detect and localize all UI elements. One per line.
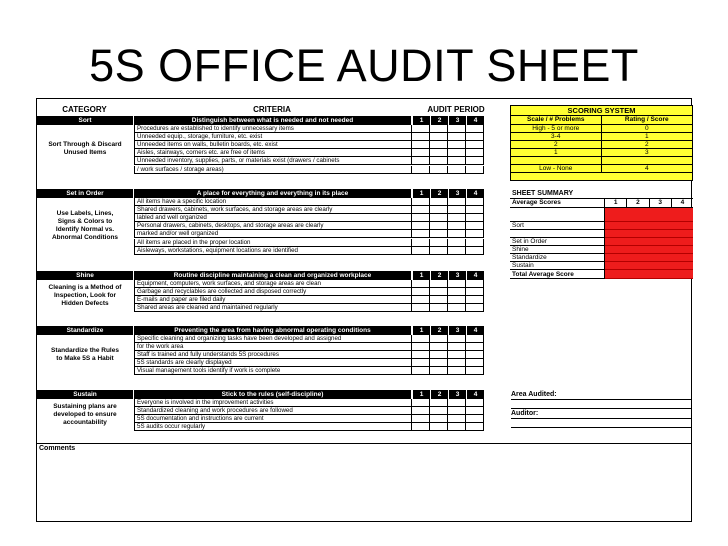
period-number: 1 xyxy=(412,189,430,198)
criteria-row: labled and well organized xyxy=(134,214,412,222)
criteria-header: CRITERIA xyxy=(253,105,291,114)
summary-row-label: Sustain xyxy=(510,262,605,270)
summary-period-numbers xyxy=(605,199,693,208)
criteria-row: Garbage and recyclables are collected and disposed correctly xyxy=(134,288,412,296)
criteria-row: Procedures are established to identify unnecessary items xyxy=(134,125,412,133)
period-number: 4 xyxy=(466,390,484,399)
audit-score-cell[interactable] xyxy=(430,230,448,238)
audit-score-cell[interactable] xyxy=(430,157,448,165)
audit-score-cell[interactable] xyxy=(448,423,466,431)
section-description-line: Use Labels, Lines, xyxy=(56,210,114,218)
criteria-row: marked and/or well organized xyxy=(134,230,412,238)
audit-score-cell[interactable] xyxy=(412,149,430,157)
section-description xyxy=(37,399,133,431)
audit-score-cell[interactable] xyxy=(448,351,466,359)
audit-score-cell[interactable] xyxy=(466,351,484,359)
summary-score-fill xyxy=(605,262,693,270)
section-description-line: Identify Normal vs. xyxy=(55,226,115,234)
audit-score-cell[interactable] xyxy=(412,304,430,312)
section-description xyxy=(37,280,133,312)
summary-row-label: Sort xyxy=(510,222,605,230)
summary-row xyxy=(510,208,693,222)
scoring-row xyxy=(511,165,692,173)
summary-period-number: 1 xyxy=(605,199,627,208)
scoring-row xyxy=(511,157,692,165)
audit-score-cell[interactable] xyxy=(412,367,430,375)
section-description-line: Sustaining plans are xyxy=(53,403,117,411)
section-description xyxy=(37,125,133,174)
criteria-row: Unneeded equip., storage, furniture, etc. exist xyxy=(134,133,412,141)
audit-score-cell[interactable] xyxy=(430,247,448,255)
summary-period-number: 3 xyxy=(650,199,672,208)
criteria-row: Equipment, computers, work surfaces, and storage areas are clean xyxy=(134,280,412,288)
audit-score-cell[interactable] xyxy=(448,166,466,174)
criteria-row: Visual management tools identify if work is complete xyxy=(134,367,412,375)
audit-score-cell[interactable] xyxy=(430,239,448,247)
scoring-row xyxy=(511,141,692,149)
section-description-line: Cleaning is a Method of xyxy=(48,284,122,292)
section-name-bar: Set in Order xyxy=(37,189,133,198)
audit-score-cell[interactable] xyxy=(412,198,430,206)
audit-score-cell[interactable] xyxy=(466,222,484,230)
section-description-line: Hidden Defects xyxy=(61,300,109,308)
audit-score-cell[interactable] xyxy=(466,125,484,133)
audit-score-cell[interactable] xyxy=(466,367,484,375)
summary-row xyxy=(510,230,693,238)
audit-score-cell[interactable] xyxy=(448,247,466,255)
criteria-row: Aisles, stairways, corners etc. are free of items xyxy=(134,149,412,157)
audit-score-cell[interactable] xyxy=(430,335,448,343)
audit-score-cell[interactable] xyxy=(430,415,448,423)
scoring-rating: 2 xyxy=(602,141,693,149)
section-name-bar: Standardize xyxy=(37,326,133,335)
audit-score-cell[interactable] xyxy=(412,415,430,423)
audit-score-cell[interactable] xyxy=(466,133,484,141)
period-number: 4 xyxy=(466,326,484,335)
section-description-line: Standardize the Rules xyxy=(51,347,119,355)
scoring-scale: 3-4 xyxy=(511,133,602,141)
section-description xyxy=(37,335,133,376)
section-description-line: to Make 5S a Habit xyxy=(56,355,114,363)
summary-score-fill xyxy=(605,222,693,230)
scoring-system-panel xyxy=(510,105,693,181)
audit-score-cell[interactable] xyxy=(412,214,430,222)
criteria-row: Standardized cleaning and work procedures are followed xyxy=(134,407,412,415)
summary-score-fill xyxy=(605,254,693,262)
audit-score-cell[interactable] xyxy=(466,296,484,304)
period-number: 2 xyxy=(430,326,448,335)
comments-field[interactable] xyxy=(39,455,689,519)
audit-score-cell[interactable] xyxy=(430,214,448,222)
period-number: 2 xyxy=(430,271,448,280)
audit-score-cell[interactable] xyxy=(448,149,466,157)
audit-score-cell[interactable] xyxy=(430,166,448,174)
summary-score-fill xyxy=(605,230,693,238)
audit-score-cell[interactable] xyxy=(412,125,430,133)
audit-score-cell[interactable] xyxy=(412,288,430,296)
scoring-rating: 0 xyxy=(602,125,693,133)
audit-score-cell[interactable] xyxy=(466,399,484,407)
section-principle-bar: Routine discipline maintaining a clean and organized workplace xyxy=(134,271,411,280)
scoring-scale: Low - None xyxy=(511,165,602,173)
comments-label: Comments xyxy=(39,445,76,452)
summary-row-label: Set in Order xyxy=(510,238,605,246)
summary-row-label: Shine xyxy=(510,246,605,254)
summary-score-fill xyxy=(605,246,693,254)
sheet-summary-title: SHEET SUMMARY xyxy=(512,190,574,197)
audit-score-cell[interactable] xyxy=(466,141,484,149)
audit-score-cell[interactable] xyxy=(466,288,484,296)
audit-score-cell[interactable] xyxy=(412,133,430,141)
audit-score-cell[interactable] xyxy=(430,206,448,214)
period-number: 2 xyxy=(430,116,448,125)
audit-score-cell[interactable] xyxy=(430,141,448,149)
audit-score-cell[interactable] xyxy=(430,296,448,304)
scoring-scale: 2 xyxy=(511,141,602,149)
page-title: 5S OFFICE AUDIT SHEET xyxy=(89,40,639,91)
criteria-row: Staff is trained and fully understands 5S procedures xyxy=(134,351,412,359)
period-number: 1 xyxy=(412,271,430,280)
audit-score-cell[interactable] xyxy=(412,157,430,165)
scoring-scale: 1 xyxy=(511,149,602,157)
scoring-row xyxy=(511,133,692,141)
criteria-row: / work surfaces / storage areas) xyxy=(134,166,412,174)
criteria-row: 5S audits occur regularly xyxy=(134,423,412,431)
audit-score-cell[interactable] xyxy=(466,214,484,222)
summary-row-label xyxy=(510,208,605,222)
period-number: 2 xyxy=(430,189,448,198)
audit-score-cell[interactable] xyxy=(448,335,466,343)
summary-rows xyxy=(510,208,693,279)
audit-score-cell[interactable] xyxy=(430,222,448,230)
audit-score-cell[interactable] xyxy=(430,423,448,431)
audit-score-cell[interactable] xyxy=(466,423,484,431)
section-description-line: Inspection, Look for xyxy=(53,292,117,300)
audit-score-cell[interactable] xyxy=(448,288,466,296)
criteria-row: Aisleways, workstations, equipment locations are identified xyxy=(134,247,412,255)
criteria-row: 5S standards are clearly displayed xyxy=(134,359,412,367)
section-principle-bar: Distinguish between what is needed and not needed xyxy=(134,116,411,125)
criteria-row: 5S documentation and instructions are current xyxy=(134,415,412,423)
scoring-scale: High - 5 or more xyxy=(511,125,602,133)
scoring-rating xyxy=(602,157,693,165)
audit-score-cell[interactable] xyxy=(448,230,466,238)
scoring-rating: 3 xyxy=(602,149,693,157)
auditor-label: Auditor: xyxy=(511,409,691,419)
audit-score-cell[interactable] xyxy=(448,407,466,415)
audit-score-cell[interactable] xyxy=(448,157,466,165)
audit-score-cell[interactable] xyxy=(430,359,448,367)
audit-score-cell[interactable] xyxy=(430,149,448,157)
audit-score-cell[interactable] xyxy=(466,343,484,351)
audit-score-cell[interactable] xyxy=(466,359,484,367)
criteria-row: All items are placed in the proper location xyxy=(134,239,412,247)
audit-score-cell[interactable] xyxy=(412,335,430,343)
audit-sheet xyxy=(36,98,692,522)
audit-score-cell[interactable] xyxy=(430,343,448,351)
period-number: 1 xyxy=(412,326,430,335)
category-header: CATEGORY xyxy=(62,105,107,114)
audit-score-cell[interactable] xyxy=(448,359,466,367)
section-description-line: Signs & Colors to xyxy=(57,218,113,226)
period-number: 3 xyxy=(448,116,466,125)
summary-row xyxy=(510,270,693,279)
criteria-row: E-mails and paper are filed daily xyxy=(134,296,412,304)
criteria-row: Personal drawers, cabinets, desktops, and storage areas are clearly xyxy=(134,222,412,230)
audit-score-cell[interactable] xyxy=(448,367,466,375)
section-name-bar: Shine xyxy=(37,271,133,280)
audit-score-cell[interactable] xyxy=(448,343,466,351)
comments-divider xyxy=(37,443,691,444)
audit-score-cell[interactable] xyxy=(412,351,430,359)
audit-score-cell[interactable] xyxy=(430,280,448,288)
section-principle-bar: Preventing the area from having abnormal operating conditions xyxy=(134,326,411,335)
audit-score-cell[interactable] xyxy=(412,141,430,149)
section-description-line: Abnormal Conditions xyxy=(51,234,119,242)
scoring-scale xyxy=(511,157,602,165)
criteria-row: Shared areas are cleaned and maintained regularly xyxy=(134,304,412,312)
average-scores-label: Average Scores xyxy=(510,199,605,208)
period-number: 4 xyxy=(466,189,484,198)
audit-score-cell[interactable] xyxy=(448,214,466,222)
audit-score-cell[interactable] xyxy=(448,206,466,214)
summary-row xyxy=(510,222,693,230)
section-name-bar: Sort xyxy=(37,116,133,125)
audit-score-cell[interactable] xyxy=(448,239,466,247)
section-description-line: Unused Items xyxy=(63,149,107,157)
audit-score-cell[interactable] xyxy=(448,222,466,230)
summary-period-number: 2 xyxy=(627,199,649,208)
audit-score-cell[interactable] xyxy=(412,166,430,174)
criteria-row: Unneeded items on walls, bulletin boards, etc. exist xyxy=(134,141,412,149)
period-number: 1 xyxy=(412,390,430,399)
period-number: 3 xyxy=(448,326,466,335)
audit-score-cell[interactable] xyxy=(430,304,448,312)
summary-row xyxy=(510,246,693,254)
audit-score-cell[interactable] xyxy=(448,296,466,304)
audit-score-cell[interactable] xyxy=(466,198,484,206)
period-number: 2 xyxy=(430,390,448,399)
summary-row xyxy=(510,254,693,262)
period-number: 3 xyxy=(448,189,466,198)
area-audited-label: Area Audited: xyxy=(511,390,691,400)
audit-score-cell[interactable] xyxy=(412,239,430,247)
audit-score-cell[interactable] xyxy=(466,157,484,165)
criteria-row: for the work area xyxy=(134,343,412,351)
criteria-row: Specific cleaning and organizing tasks have been developed and assigned xyxy=(134,335,412,343)
criteria-row: Unneeded inventory, supplies, parts, or materials exist (drawers / cabinets xyxy=(134,157,412,165)
audit-score-cell[interactable] xyxy=(430,407,448,415)
scoring-rating-header: Rating / Score xyxy=(602,116,693,125)
period-number: 3 xyxy=(448,390,466,399)
audit-score-cell[interactable] xyxy=(430,198,448,206)
section-principle-bar: Stick to the rules (self-discipline) xyxy=(134,390,411,399)
audit-score-cell[interactable] xyxy=(466,166,484,174)
audit-score-cell[interactable] xyxy=(412,407,430,415)
scoring-rating: 4 xyxy=(602,165,693,173)
audit-score-cell[interactable] xyxy=(412,423,430,431)
section-principle-bar: A place for everything and everything in its place xyxy=(134,189,411,198)
period-number: 3 xyxy=(448,271,466,280)
audit-score-cell[interactable] xyxy=(448,415,466,423)
summary-score-fill xyxy=(605,238,693,246)
audit-score-cell[interactable] xyxy=(430,288,448,296)
audit-score-cell[interactable] xyxy=(412,247,430,255)
audit-score-cell[interactable] xyxy=(466,304,484,312)
criteria-row: Shared drawers, cabinets, work surfaces, and storage areas are clearly xyxy=(134,206,412,214)
scoring-rows xyxy=(511,125,692,173)
summary-row-label xyxy=(510,230,605,238)
summary-score-fill xyxy=(605,270,693,279)
audit-period-header: AUDIT PERIOD xyxy=(427,105,485,114)
audit-score-cell[interactable] xyxy=(412,206,430,214)
scoring-system-title: SCORING SYSTEM xyxy=(511,106,692,116)
scoring-row xyxy=(511,149,692,157)
scoring-row xyxy=(511,125,692,133)
audit-score-cell[interactable] xyxy=(448,399,466,407)
summary-row-label: Total Average Score xyxy=(510,270,605,279)
audit-score-cell[interactable] xyxy=(466,230,484,238)
audit-score-cell[interactable] xyxy=(466,280,484,288)
audit-score-cell[interactable] xyxy=(448,304,466,312)
audit-score-cell[interactable] xyxy=(466,247,484,255)
criteria-row: All items have a specific location xyxy=(134,198,412,206)
scoring-scale-header: Scale / # Problems xyxy=(511,116,602,125)
audit-score-cell[interactable] xyxy=(466,335,484,343)
audit-score-cell[interactable] xyxy=(448,280,466,288)
audit-score-cell[interactable] xyxy=(466,149,484,157)
summary-row-label: Standardize xyxy=(510,254,605,262)
period-number: 1 xyxy=(412,116,430,125)
summary-row xyxy=(510,262,693,270)
audit-score-cell[interactable] xyxy=(448,198,466,206)
audit-score-cell[interactable] xyxy=(430,125,448,133)
audit-score-cell[interactable] xyxy=(412,222,430,230)
section-description-line: Sort Through & Discard xyxy=(48,141,122,149)
section-description-line: accountability xyxy=(63,419,107,427)
summary-score-fill xyxy=(605,208,693,222)
area-audited-field[interactable] xyxy=(511,401,691,409)
audit-score-cell[interactable] xyxy=(448,125,466,133)
audit-score-cell[interactable] xyxy=(430,367,448,375)
audit-score-cell[interactable] xyxy=(412,296,430,304)
audit-score-cell[interactable] xyxy=(412,399,430,407)
audit-score-cell[interactable] xyxy=(412,280,430,288)
criteria-row: Everyone is involved in the improvement activities xyxy=(134,399,412,407)
audit-score-cell[interactable] xyxy=(430,399,448,407)
audit-score-cell[interactable] xyxy=(448,141,466,149)
audit-score-cell[interactable] xyxy=(466,239,484,247)
section-description xyxy=(37,198,133,255)
audit-score-cell[interactable] xyxy=(412,359,430,367)
audit-score-cell[interactable] xyxy=(448,133,466,141)
audit-score-cell[interactable] xyxy=(430,351,448,359)
scoring-rating: 1 xyxy=(602,133,693,141)
audit-score-cell[interactable] xyxy=(412,230,430,238)
period-number: 4 xyxy=(466,271,484,280)
summary-period-number: 4 xyxy=(672,199,693,208)
period-number: 4 xyxy=(466,116,484,125)
summary-row xyxy=(510,238,693,246)
section-name-bar: Sustain xyxy=(37,390,133,399)
audit-score-cell[interactable] xyxy=(466,407,484,415)
audit-score-cell[interactable] xyxy=(412,343,430,351)
auditor-field[interactable] xyxy=(511,420,691,428)
section-description-line: developed to ensure xyxy=(53,411,117,419)
audit-score-cell[interactable] xyxy=(430,133,448,141)
audit-score-cell[interactable] xyxy=(466,415,484,423)
audit-score-cell[interactable] xyxy=(466,206,484,214)
sheet-summary xyxy=(510,189,693,279)
